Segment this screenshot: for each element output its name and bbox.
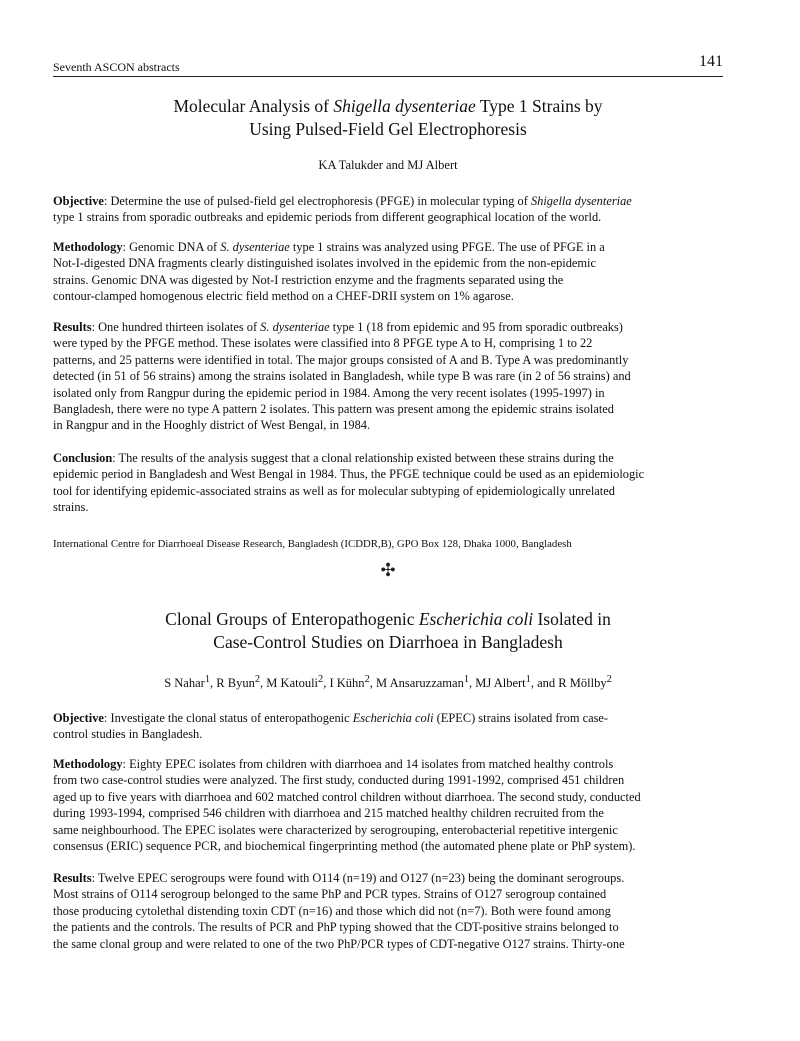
abstract-1-authors: KA Talukder and MJ Albert [318, 158, 458, 172]
abstract-1-methodology: Methodology: Genomic DNA of S. dysenteriae type 1 strains was analyzed using PFGE. The use of PFGE in a Not-I-digested DNA fragments clearly distinguished isolates involved in the epidemic from the non-epidemic strains. Genomic DNA was digested by Not-I restriction enzyme and the fragments separated using the contour-clamped homogenous electric field method on a CHEF-DRII system on 1% agarose. [53, 240, 605, 304]
abstract-2-authors: S Nahar$^1$, R Byun$^2$, M Katouli$^2$, I Kühn$^2$, M Ansaruzzaman$^1$, MJ Albert$^1$, and R Möllby$^2$ [164, 674, 612, 691]
abstract-1-objective: Objective: Determine the use of pulsed-field gel electrophoresis (PFGE) in molecular typing of Shigella dysenteriae type 1 strains from sporadic outbreaks and epidemic periods from different geographical location of the world. [53, 194, 632, 225]
author: I Kühn [329, 676, 365, 691]
author: M Katouli [266, 676, 319, 691]
abstract-2-title-line-2: Case-Control Studies on Diarrhoea in Bangladesh [213, 632, 563, 652]
abstract-2-objective: Objective: Investigate the clonal status of enteropathogenic Escherichia coli (EPEC) strains isolated from case- control studies in Bangladesh. [53, 711, 609, 742]
running-head [53, 52, 723, 77]
abstract-1-results: Results: One hundred thirteen isolates of S. dysenteriae type 1 (18 from epidemic and 95 from sporadic outbreaks) were typed by the PFGE method. These isolates were classified into 8 PFGE type A to H, comprising 1 to 22 patterns, and 25 patterns were identified in total. The major groups consisted of A and B. Type A was predominantly detected (in 51 of 56 strains) among the strains isolated in Bangladesh, while type B was rare (in 2 of 56 strains) and isolated only from Rangpur during the epidemic period in 1984. Among the very recent isolates (1995-1997) in Bangladesh, there were no type A pattern 2 isolates. This pattern was present among the epidemic strains isolated in Rangpur and in the Hooghly district of West Bengal, in 1984. [53, 320, 631, 433]
author: M Ansaruzzaman [376, 676, 464, 691]
author: R Byun [216, 676, 255, 691]
page-number: 141 [699, 53, 723, 70]
abstract-2-title [53, 608, 723, 654]
abstract-1-title-line-2: Using Pulsed-Field Gel Electrophoresis [249, 119, 527, 139]
abstract-2-results: Results: Twelve EPEC serogroups were found with O114 (n=19) and O127 (n=23) being the dominant serogroups. Most strains of O114 serogroup belonged to the same PhP and PCR types. Strains of O127 serogroup contained those producing cytolethal distending toxin CDT (n=16) and those which did not (n=7). Both were found among the patients and the controls. The results of PCR and PhP typing showed that the CDT-positive strains belonged to the same clonal group and were related to one of the two PhP/PCR types of CDT-negative O127 strains. Thirty-one [53, 871, 625, 951]
journal-section-label: Seventh ASCON abstracts [53, 60, 180, 74]
abstract-2-methodology: Methodology: Eighty EPEC isolates from children with diarrhoea and 14 isolates from matched healthy controls from two case-control studies were analyzed. The first study, conducted during 1991-1992, comprised 451 children aged up to five years with diarrhoea and 602 matched control children without diarrhoea. The second study, conducted during 1993-1994, comprised 546 children with diarrhoea and 215 matched healthy children recruited from the same neighbourhood. The EPEC isolates were characterized by serogrouping, enterobacterial repetitive intergenic consensus (ERIC) sequence PCR, and biochemical fingerprinting method (the automated phene plate or PhP system). [53, 757, 641, 854]
author: R Möllby [558, 676, 607, 691]
abstract-1-affiliation: International Centre for Diarrhoeal Disease Research, Bangladesh (ICDDR,B), GPO Box 128, Dhaka 1000, Bangladesh [53, 538, 572, 550]
author: S Nahar [164, 676, 205, 691]
author: MJ Albert [475, 676, 526, 691]
abstract-1-conclusion: Conclusion: The results of the analysis suggest that a clonal relationship existed between these strains during the epidemic period in Bangladesh and West Bengal in 1984. Thus, the PFGE technique could be used as an epidemiologic tool for identifying epidemic-associated strains as well as for molecular subtyping of epidemiologically unrelated strains. [53, 451, 645, 515]
abstract-1-title-line-1: Molecular Analysis of Shigella dysenteriae Type 1 Strains by [173, 96, 603, 116]
abstract-2-title-line-1: Clonal Groups of Enteropathogenic Escherichia coli Isolated in [165, 609, 611, 629]
section-separator-ornament: ✣ [380, 560, 396, 580]
abstract-1-title [53, 95, 723, 141]
